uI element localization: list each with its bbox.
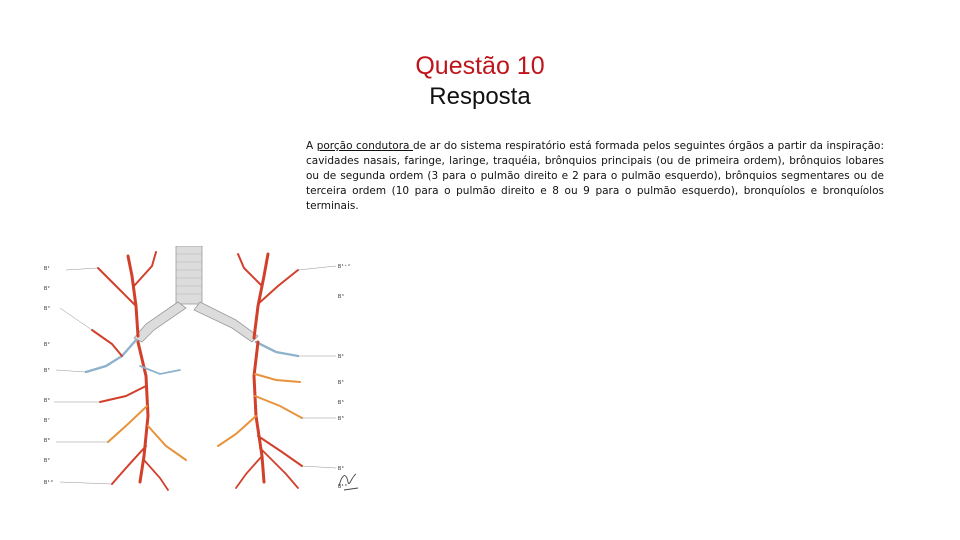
slide-title: Questão 10 (415, 52, 545, 80)
label-right-3: B⁴ (338, 354, 345, 360)
slide-subtitle: Resposta (429, 83, 531, 110)
label-right-2: B³ (338, 294, 345, 300)
segment-labels-left (44, 266, 53, 486)
label-left-1: B¹ (44, 266, 51, 272)
answer-intro: A (306, 140, 317, 152)
label-left-8: B⁸ (44, 438, 51, 444)
label-left-5: B⁵ (44, 368, 51, 374)
label-left-9: B⁹ (44, 458, 51, 464)
label-right-7: B⁹ (338, 466, 345, 472)
bronchial-tree-illustration (36, 246, 366, 496)
label-right-6: B⁸ (338, 416, 345, 422)
left-main-bronchus (194, 302, 258, 342)
label-left-4: B⁴ (44, 342, 51, 348)
right-lung-bronchi (86, 252, 186, 490)
label-left-3: B³ (44, 306, 51, 312)
answer-underlined-term: porção condutora (316, 140, 414, 152)
label-left-2: B² (44, 286, 51, 292)
label-right-4: B⁵ (338, 380, 345, 386)
right-main-bronchus (134, 302, 186, 342)
trachea (176, 246, 202, 304)
label-left-7: B⁷ (44, 418, 51, 424)
label-left-6: B⁶ (44, 398, 51, 404)
label-left-10: B¹⁰ (44, 480, 54, 486)
segment-labels-right (338, 264, 351, 490)
answer-paragraph (306, 139, 884, 214)
label-right-1: B¹⁺² (338, 264, 351, 270)
label-right-5: B⁶ (338, 400, 345, 406)
artist-signature-icon (336, 468, 362, 494)
label-right-8: B¹⁰ (338, 484, 348, 490)
left-lung-bronchi (218, 254, 302, 488)
answer-body: de ar do sistema respiratório está formada pelos seguintes órgãos a partir da inspiração: cavidades nasais, faringe, laringe, traquéia, brônquios principais (ou de primeira ordem), brônquios lobares ou de segunda ordem (3 para o pulmão direito e 2 para o pulmão esquerdo), brônquios segmentares ou de terceira ordem (10 para o pulmão direito e 8 ou 9 para o pulmão esquerdo), bronquíolos e bronquíolos terminais. (306, 140, 885, 212)
